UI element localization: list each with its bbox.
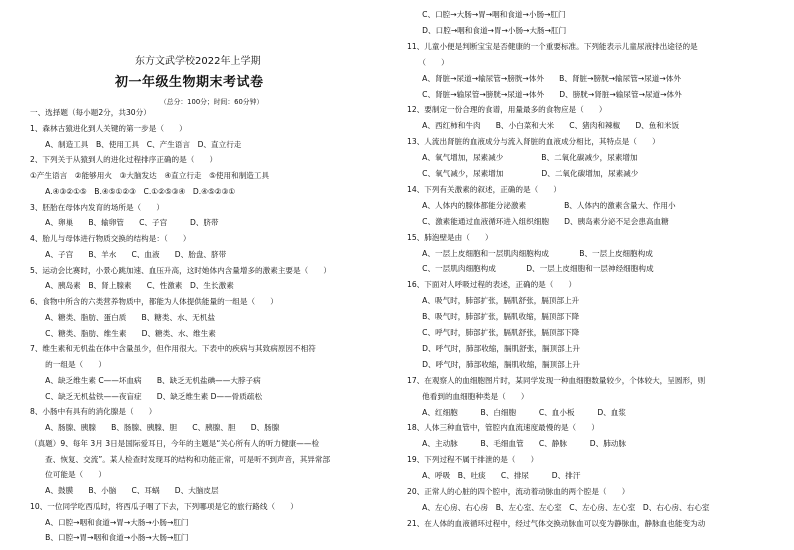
question-line: A、主动脉 B、毛细血管 C、静脉 D、肺动脉: [407, 439, 626, 449]
question-line: 14、下列有关激素的叙述，正确的是（ ）: [407, 184, 561, 194]
question-line: 7、维生素和无机盐在体中含量虽少，但作用很大。下表中的疾病与其致病原因不相符: [30, 344, 316, 354]
question-line: B、吸气时，肺部扩张，膈肌收缩，膈顶部下降: [407, 312, 580, 322]
question-line: A、子宫 B、羊水 C、血液 D、胎盘、脐带: [30, 249, 227, 259]
question-line: D、呼气时，肺部收缩，膈肌舒张，膈顶部上升: [407, 343, 580, 353]
question-line: 1、森林古猿进化到人关键的第一步是（ ）: [30, 123, 187, 133]
question-line: 18、人体三种血管中，管腔内血流速度最慢的是（ ）: [407, 423, 599, 433]
question-line: 10、一位同学吃西瓜时，将西瓜子咽了下去，下列哪项是它的旅行路线（ ）: [30, 501, 298, 511]
question-line: A、呼吸 B、吐痰 C、排尿 D、排汗: [407, 471, 581, 481]
question-line: 5、运动会比赛时，小景心跳加速、血压升高，这时她体内含量增多的激素主要是（ ）: [30, 265, 331, 275]
question-line: 12、要制定一份合理的食谱，用量最多的食物应是（ ）: [407, 105, 607, 115]
question-line: A、吸气时，肺部扩张，膈肌舒张，膈顶部上升: [407, 296, 580, 306]
question-line: 的一组是（ ）: [30, 360, 106, 369]
question-line: A、口腔→咽和食道→胃→大肠→小肠→肛门: [30, 517, 189, 527]
question-line: 16、下面对人呼吸过程的表述，正确的是（ ）: [407, 280, 577, 290]
question-line: A、一层上皮细胞和一层肌肉细胞构成 B、一层上皮细胞构成: [407, 248, 653, 258]
question-line: A、缺乏维生素 C——坏血病 B、缺乏无机盐碘——大脖子病: [30, 375, 261, 385]
question-line: 位可能是（ ）: [30, 470, 106, 480]
question-line: ①产生语言 ②能够用火 ③大脑发达 ④直立行走 ⑤使用和制造工具: [30, 171, 270, 180]
question-line: C、激素能通过血液循环进入组织细胞 D、胰岛素分泌不足会患高血糖: [407, 216, 669, 226]
question-line: A、糖类、脂肪、蛋白质 B、糖类、水、无机盐: [30, 312, 216, 322]
question-line: 6、食物中所含的六类营养物质中，都能为人体提供能量的一组是（ ）: [30, 297, 278, 306]
question-line: A、卵巢 B、输卵管 C、子宫 D、脐带: [30, 218, 219, 228]
question-line: D、口腔→咽和食道→胃→小肠→大肠→肛门: [407, 25, 567, 35]
question-line: C、缺乏无机盐铁——夜盲症 D、缺乏维生素 D——骨质疏松: [30, 391, 263, 401]
question-line: A、肾脏→尿道→输尿管→膀胱→体外 B、肾脏→膀胱→输尿管→尿道→体外: [407, 73, 681, 83]
question-line: C、口腔→大肠→胃→咽和食道→小肠→肛门: [407, 10, 566, 19]
question-line: A.④③②①⑤ B.④⑤①②③ C.①②⑤③④ D.④⑤②③①: [30, 186, 236, 196]
question-line: A、制造工具 B、使用工具 C、产生语言 D、直立行走: [30, 139, 242, 149]
question-line: 8、小肠中有具有的消化腺是（ ）: [30, 407, 157, 417]
exam-title: 初一年级生物期末考试卷: [115, 75, 264, 90]
question-line: A、肠腺、胰腺 B、肠腺、胰腺、胆 C、胰腺、胆 D、肠腺: [30, 423, 280, 432]
question-line: 查、恢复、交流”。某人检查时发现耳的结构和功能正常，可是听不到声音，其异常部: [30, 454, 331, 464]
question-line: 一、选择题（每小题2分，共30分）: [30, 108, 151, 117]
question-line: C、一层肌肉细胞构成 D、一层上皮细胞和一层神经细胞构成: [407, 264, 654, 274]
school-header: 东方文武学校2022年上学期: [135, 56, 261, 67]
question-line: D、呼气时，肺部收缩，膈肌收缩，膈顶部上升: [407, 359, 580, 369]
question-line: A、左心房、右心房 B、左心室、左心室 C、左心房、左心室 D、右心房、右心室: [407, 502, 710, 512]
question-line: 2、下列关于从猿到人的进化过程排序正确的是（ ）: [30, 155, 218, 165]
question-line: C、氧气减少，尿素增加 D、二氧化碳增加，尿素减少: [407, 169, 639, 178]
question-line: A、鼓膜 B、小脑 C、耳蜗 D、大脑皮层: [30, 486, 219, 495]
question-line: 4、胎儿与母体进行物质交换的结构是：（ ）: [30, 234, 191, 243]
question-line: 21、在人体的血液循环过程中，经过气体交换动脉血可以变为静脉血，静脉血也能变为动: [407, 518, 706, 528]
question-line: A、氧气增加，尿素减少 B、二氧化碳减少，尿素增加: [407, 153, 638, 163]
question-line: A、胰岛素 B、肾上腺素 C、性激素 D、生长激素: [30, 281, 234, 291]
question-line: （真题）9、每年 3月 3日是国际爱耳日，今年的主题是“关心所有人的听力健康——检: [30, 438, 320, 448]
question-line: A、人体内的腺体都能分泌激素 B、人体内的激素含量大、作用小: [407, 200, 676, 210]
question-line: A、红细胞 B、白细胞 C、血小板 D、血浆: [407, 407, 626, 417]
question-line: B、口腔→胃→咽和食道→小肠→大肠→肛门: [30, 533, 189, 543]
question-line: C、糖类、脂肪、维生素 D、糖类、水、维生素: [30, 328, 216, 338]
question-line: 15、肺泡壁是由（ ）: [407, 232, 493, 242]
question-line: C、肾脏→输尿管→膀胱→尿道→体外 D、膀胱→肾脏→输尿管→尿道→体外: [407, 89, 682, 99]
question-line: 20、正常人的心脏的四个腔中，流动着动脉血的两个腔是（ ）: [407, 487, 630, 496]
question-line: （ ）: [407, 57, 449, 67]
question-line: C、呼气时，肺部扩张，膈肌舒张，膈顶部下降: [407, 328, 580, 337]
question-line: 3、胚胎在母体内发育的场所是（ ）: [30, 202, 164, 212]
exam-info: （总分：100分；时间：60分钟）: [160, 98, 264, 106]
question-line: 19、下列过程不属于排泄的是（ ）: [407, 455, 539, 465]
question-line: 11、儿童小便是判断宝宝是否健康的一个重要标准。下列能表示儿童尿液排出途径的是: [407, 41, 698, 51]
question-line: 13、人流出肾脏的血液成分与流入肾脏的血液成分相比，其特点是（ ）: [407, 137, 660, 147]
question-line: A、西红柿和牛肉 B、小白菜和大米 C、猪肉和辣椒 D、鱼和米饭: [407, 121, 680, 131]
question-line: 17、在观察人的血细胞图片时，某同学发现一种血细胞数量较少，个体较大，呈圆形，则: [407, 375, 706, 385]
question-line: 他看到的血细胞种类是（ ）: [407, 391, 529, 401]
